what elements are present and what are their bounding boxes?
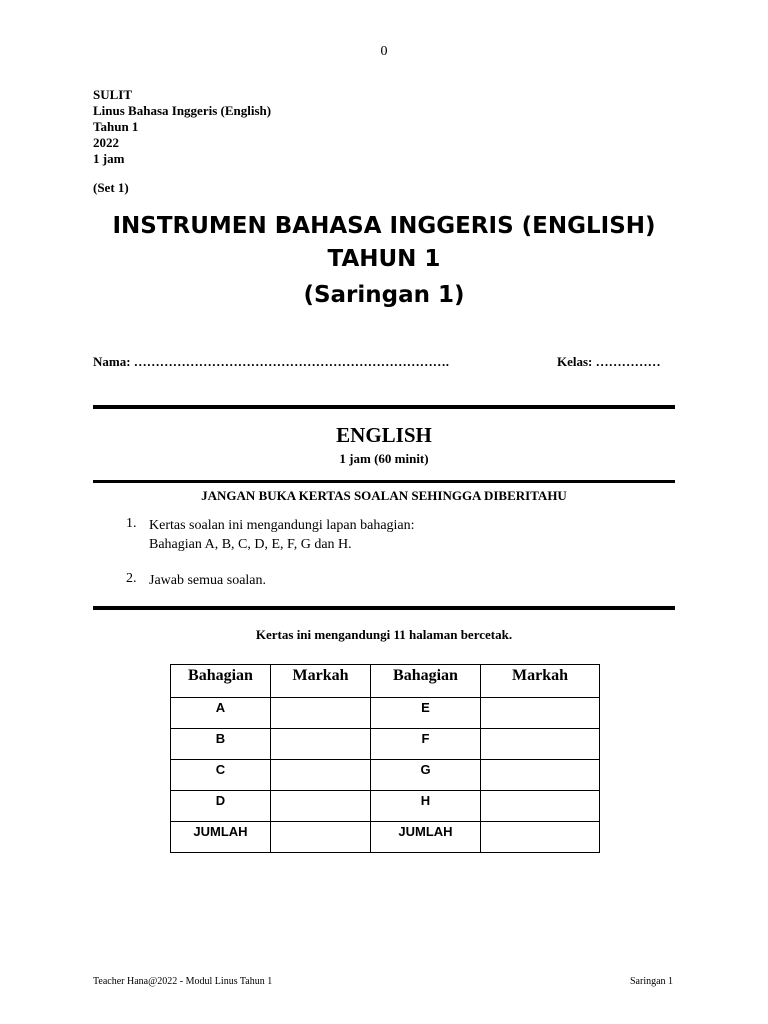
instruction-number: 1. xyxy=(126,516,137,531)
marks-cell xyxy=(481,760,600,791)
instruction-text xyxy=(149,516,415,554)
subject-title: ENGLISH xyxy=(336,423,432,447)
section-cell: F xyxy=(371,729,481,760)
subject-name: Linus Bahasa Inggeris (English) xyxy=(93,103,272,118)
footer-right: Saringan 1 xyxy=(630,976,674,987)
exam-duration: 1 jam xyxy=(93,151,125,166)
subject-duration: 1 jam (60 minit) xyxy=(339,451,429,466)
divider-middle xyxy=(93,480,675,483)
marks-table xyxy=(170,664,600,853)
divider-top xyxy=(93,405,675,409)
year-level: Tahun 1 xyxy=(93,119,139,134)
warning-text: JANGAN BUKA KERTAS SOALAN SEHINGGA DIBERITAHU xyxy=(201,488,567,503)
marks-cell xyxy=(271,791,371,822)
total-label-cell: JUMLAH xyxy=(371,822,481,853)
section-cell: B xyxy=(171,729,271,760)
section-cell: D xyxy=(171,791,271,822)
instruction-line: Bahagian A, B, C, D, E, F, G dan H. xyxy=(149,537,352,552)
kelas-field: Kelas: …………… xyxy=(557,354,661,369)
marks-cell xyxy=(271,760,371,791)
exam-year: 2022 xyxy=(93,135,119,150)
table-row xyxy=(171,729,600,760)
section-cell: C xyxy=(171,760,271,791)
table-row xyxy=(171,791,600,822)
title-line-2: TAHUN 1 xyxy=(327,246,441,272)
section-cell: G xyxy=(371,760,481,791)
title-line-1: INSTRUMEN BAHASA INGGERIS (ENGLISH) xyxy=(112,213,656,239)
marks-cell xyxy=(481,791,600,822)
section-cell: H xyxy=(371,791,481,822)
table-row-total xyxy=(171,822,600,853)
document-title xyxy=(0,210,768,312)
marks-cell xyxy=(481,698,600,729)
set-label: (Set 1) xyxy=(93,180,129,195)
marks-cell xyxy=(271,729,371,760)
column-header: Markah xyxy=(481,665,600,698)
divider-bottom xyxy=(93,606,675,610)
table-header-row xyxy=(171,665,600,698)
column-header: Bahagian xyxy=(371,665,481,698)
classification: SULIT xyxy=(93,87,133,102)
header-meta xyxy=(93,87,271,167)
footer-left: Teacher Hana@2022 - Modul Linus Tahun 1 xyxy=(93,976,273,987)
table-row xyxy=(171,760,600,791)
marks-cell xyxy=(481,822,600,853)
column-header: Markah xyxy=(271,665,371,698)
page-number: 0 xyxy=(380,44,388,59)
marks-cell xyxy=(271,822,371,853)
total-label-cell: JUMLAH xyxy=(171,822,271,853)
section-cell: A xyxy=(171,698,271,729)
nama-field: Nama: ………………………………………………………………. xyxy=(93,354,450,369)
title-line-3: (Saringan 1) xyxy=(303,282,465,308)
section-cell: E xyxy=(371,698,481,729)
marks-cell xyxy=(481,729,600,760)
instruction-text: Jawab semua soalan. xyxy=(149,573,267,588)
instruction-line: Kertas soalan ini mengandungi lapan bahagian: xyxy=(149,518,415,533)
marks-cell xyxy=(271,698,371,729)
column-header: Bahagian xyxy=(171,665,271,698)
instruction-number: 2. xyxy=(126,571,137,586)
table-row xyxy=(171,698,600,729)
pages-note: Kertas ini mengandungi 11 halaman bercetak. xyxy=(255,627,513,642)
